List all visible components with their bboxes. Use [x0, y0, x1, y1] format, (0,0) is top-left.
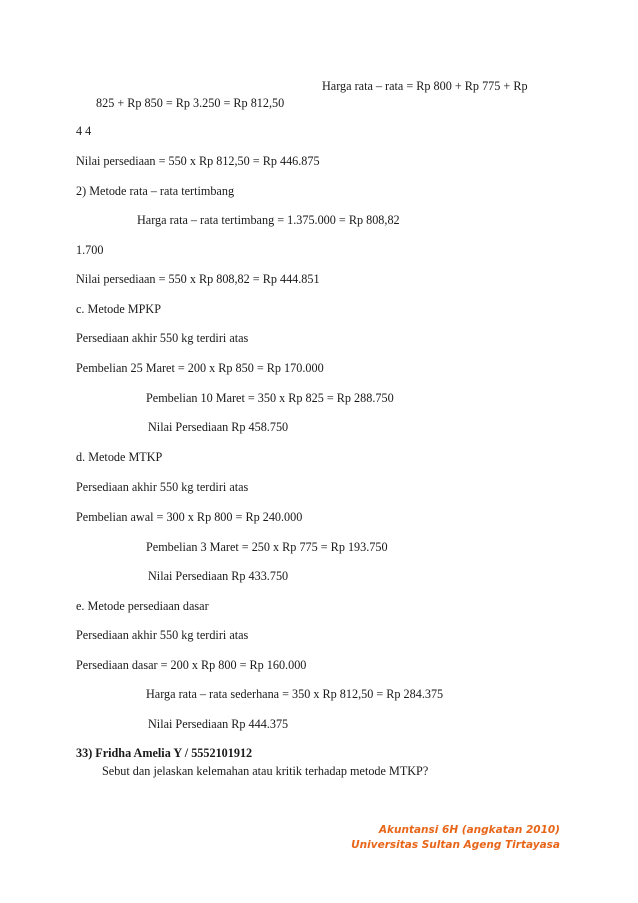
text-line: Harga rata – rata = Rp 800 + Rp 775 + Rp	[322, 79, 528, 93]
text-line: Pembelian 3 Maret = 250 x Rp 775 = Rp 193.750	[146, 540, 388, 554]
text-line: Nilai persediaan = 550 x Rp 812,50 = Rp 446.875	[76, 154, 320, 168]
question-text: Sebut dan jelaskan kelemahan atau kritik terhadap metode MTKP?	[102, 764, 429, 778]
text-line: Persediaan akhir 550 kg terdiri atas	[76, 480, 249, 494]
text-line: Nilai persediaan = 550 x Rp 808,82 = Rp 444.851	[76, 272, 320, 286]
question-heading: 33) Fridha Amelia Y / 5552101912	[76, 746, 253, 760]
text-line: 1.700	[76, 243, 104, 257]
text-line: Persediaan akhir 550 kg terdiri atas	[76, 331, 249, 345]
text-line: Harga rata – rata sederhana = 350 x Rp 812,50 = Rp 284.375	[146, 687, 444, 701]
text-line: Persediaan akhir 550 kg terdiri atas	[76, 628, 249, 642]
section-heading: c. Metode MPKP	[76, 302, 161, 316]
footer-university-label: Universitas Sultan Ageng Tirtayasa	[351, 839, 560, 851]
text-line: Pembelian awal = 300 x Rp 800 = Rp 240.000	[76, 510, 303, 524]
text-line: Harga rata – rata tertimbang = 1.375.000 = Rp 808,82	[137, 213, 400, 227]
text-line: Nilai Persediaan Rp 433.750	[148, 569, 289, 583]
text-line: 825 + Rp 850 = Rp 3.250 = Rp 812,50	[96, 96, 285, 110]
text-line: Nilai Persediaan Rp 458.750	[148, 420, 289, 434]
section-heading: d. Metode MTKP	[76, 450, 163, 464]
text-line: Pembelian 25 Maret = 200 x Rp 850 = Rp 170.000	[76, 361, 324, 375]
section-heading: e. Metode persediaan dasar	[76, 599, 209, 613]
footer-class-label: Akuntansi 6H (angkatan 2010)	[378, 824, 560, 836]
text-line: Persediaan dasar = 200 x Rp 800 = Rp 160.000	[76, 658, 307, 672]
text-line: 4 4	[76, 124, 92, 138]
text-line: 2) Metode rata – rata tertimbang	[76, 184, 235, 198]
text-line: Pembelian 10 Maret = 350 x Rp 825 = Rp 288.750	[146, 391, 394, 405]
text-line: Nilai Persediaan Rp 444.375	[148, 717, 289, 731]
